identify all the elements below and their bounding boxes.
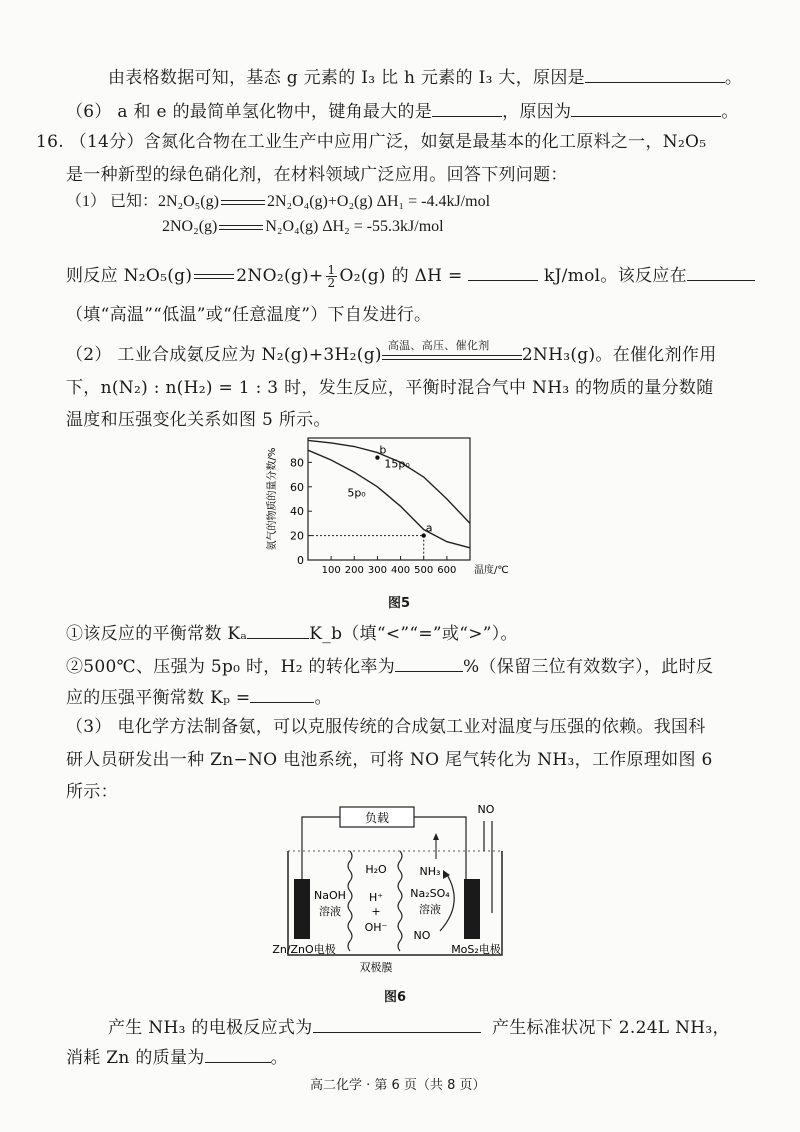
x-tick-label: 400	[391, 565, 411, 576]
sub-question-2-cont: 应的压强平衡常数 Kₚ = 。	[66, 684, 332, 710]
x-tick-label: 500	[414, 565, 434, 576]
membrane-label: 双极膜	[359, 961, 393, 974]
ammonia-fraction-chart	[262, 430, 512, 590]
figure6-caption: 图6	[384, 990, 407, 1005]
zn-electrode-label: Zn/ZnO电极	[272, 943, 336, 956]
no-reactant-label: NO	[413, 929, 431, 942]
conversion-arrow	[440, 873, 454, 931]
answer-blank[interactable]	[313, 1014, 481, 1033]
answer-blank[interactable]	[468, 262, 538, 281]
equation-2: 2NO₂(g) N₂O₄(g) ΔH₂ = -55.3kJ/mol	[162, 218, 444, 235]
mos2-electrode	[464, 879, 480, 939]
zn-no-battery-diagram	[272, 793, 520, 978]
answer-blank[interactable]	[585, 64, 725, 83]
equation-1: （1） 已知：2N₂O₅(g) 2N₂O₄(g)+O₂(g) ΔH₁ = -4.4kJ/mol	[66, 193, 491, 210]
q16-part1-question2: （填“高温”“低温”或“任意温度”）下自发进行。	[66, 305, 432, 325]
naoh-solution-label: 溶液	[319, 905, 341, 918]
na2so4-label: Na₂SO₄	[410, 887, 450, 900]
membrane-right	[398, 851, 402, 951]
answer-blank[interactable]	[432, 98, 502, 117]
answer-blank[interactable]	[247, 620, 309, 639]
fraction-half: $\frac{1}{2}$	[327, 263, 336, 290]
naoh-label: NaOH	[314, 889, 346, 902]
q15-line2: （6） a 和 e 的最简单氢化物中，键角最大的是 ，原因为 。	[66, 98, 739, 124]
figure5-caption: 图5	[388, 596, 411, 611]
answer-blank[interactable]	[395, 653, 463, 672]
y-tick-label: 60	[290, 480, 304, 494]
plus-label: +	[371, 905, 381, 918]
y-tick-label: 80	[290, 456, 304, 470]
q15-line1: 由表格数据可知，基态 g 元素的 I₃ 比 h 元素的 I₃ 大，原因是 。	[108, 64, 742, 90]
answer-blank[interactable]	[250, 684, 314, 703]
y-tick-label: 40	[290, 505, 304, 519]
reaction-condition: 高温、高压、催化剂	[387, 338, 490, 352]
q16-part3-line2: 研人员研发出一种 Zn−NO 电池系统，可将 NO 尾气转化为 NH₃，工作原理如图 6	[66, 750, 713, 770]
q16-part2-line3: 温度和压强变化关系如图 5 所示。	[66, 410, 331, 430]
q16-part2-line2: 下，n(N₂) : n(H₂) = 1 : 3 时，发生反应，平衡时混合气中 NH₃ 的物质的量分数随	[66, 378, 714, 398]
q16-part3-line3: 所示：	[66, 782, 118, 802]
q16-part2-line1: （2） 工业合成氨反应为 N₂(g)+3H₂(g) 高温、高压、催化剂 2NH₃(g)。在催化剂作用	[66, 343, 717, 367]
series-label-15p0: 15p₀	[384, 457, 410, 471]
nh3-out-arrow	[433, 833, 439, 840]
y-tick-label: 0	[297, 554, 304, 567]
point-label-a: a	[425, 521, 433, 535]
answer-blank[interactable]	[205, 1044, 271, 1063]
page-footer: 高二化学 · 第 6 页（共 8 页）	[310, 1078, 486, 1093]
x-axis-label: 温度/℃	[474, 565, 509, 576]
load-label: 负载	[364, 811, 390, 825]
x-tick-label: 600	[437, 565, 457, 576]
hplus-label: H⁺	[368, 891, 384, 904]
x-tick-label: 100	[321, 565, 341, 576]
q16-part3-line1: （3） 电化学方法制备氨，可以克服传统的合成氨工业对温度与压强的依赖。我国科	[66, 717, 706, 737]
zn-electrode	[294, 879, 310, 939]
h2o-label: H₂O	[365, 863, 387, 876]
mos2-electrode-label: MoS₂电极	[451, 943, 501, 956]
q16-intro-line2: 是一种新型的绿色硝化剂，在材料领域广泛应用。回答下列问题：	[66, 165, 568, 185]
point-label-b: b	[379, 443, 387, 457]
x-tick-label: 300	[367, 565, 387, 576]
y-axis-label: 氨气的物质的量分数/%	[267, 447, 278, 551]
membrane-left	[348, 851, 352, 951]
sub-question-2: ②500℃、压强为 5p₀ 时，H₂ 的转化率为 %（保留三位有效数字），此时反	[66, 653, 713, 679]
final-question-line2: 消耗 Zn 的质量为 。	[66, 1044, 288, 1070]
sub-question-1: ①该反应的平衡常数 Kₐ K_b（填“<”“=”或“>”）。	[66, 620, 518, 646]
x-tick-label: 200	[344, 565, 364, 576]
answer-blank[interactable]	[571, 98, 721, 117]
na2so4-solution-label: 溶液	[419, 903, 441, 916]
series-line-15p0	[308, 440, 470, 523]
no-inlet-label: NO	[477, 803, 495, 816]
series-label-5p0: 5p₀	[347, 486, 366, 500]
answer-blank[interactable]	[687, 262, 755, 281]
q16-part1-question: 则反应 N₂O₅(g) 2NO₂(g)+ $\frac{1}{2}$ O₂(g) 的 ΔH = kJ/mol。该反应在	[66, 262, 755, 289]
y-tick-label: 20	[290, 529, 304, 543]
nh3-label: NH₃	[419, 865, 441, 878]
q16-intro-line1: 16. （14分）含氮化合物在工业生产中应用广泛，如氨是最基本的化工原料之一，N₂O₅	[36, 132, 707, 152]
final-question-line1: 产生 NH₃ 的电极反应式为 产生标准状况下 2.24L NH₃，	[108, 1014, 730, 1040]
ohminus-label: OH⁻	[364, 921, 388, 934]
